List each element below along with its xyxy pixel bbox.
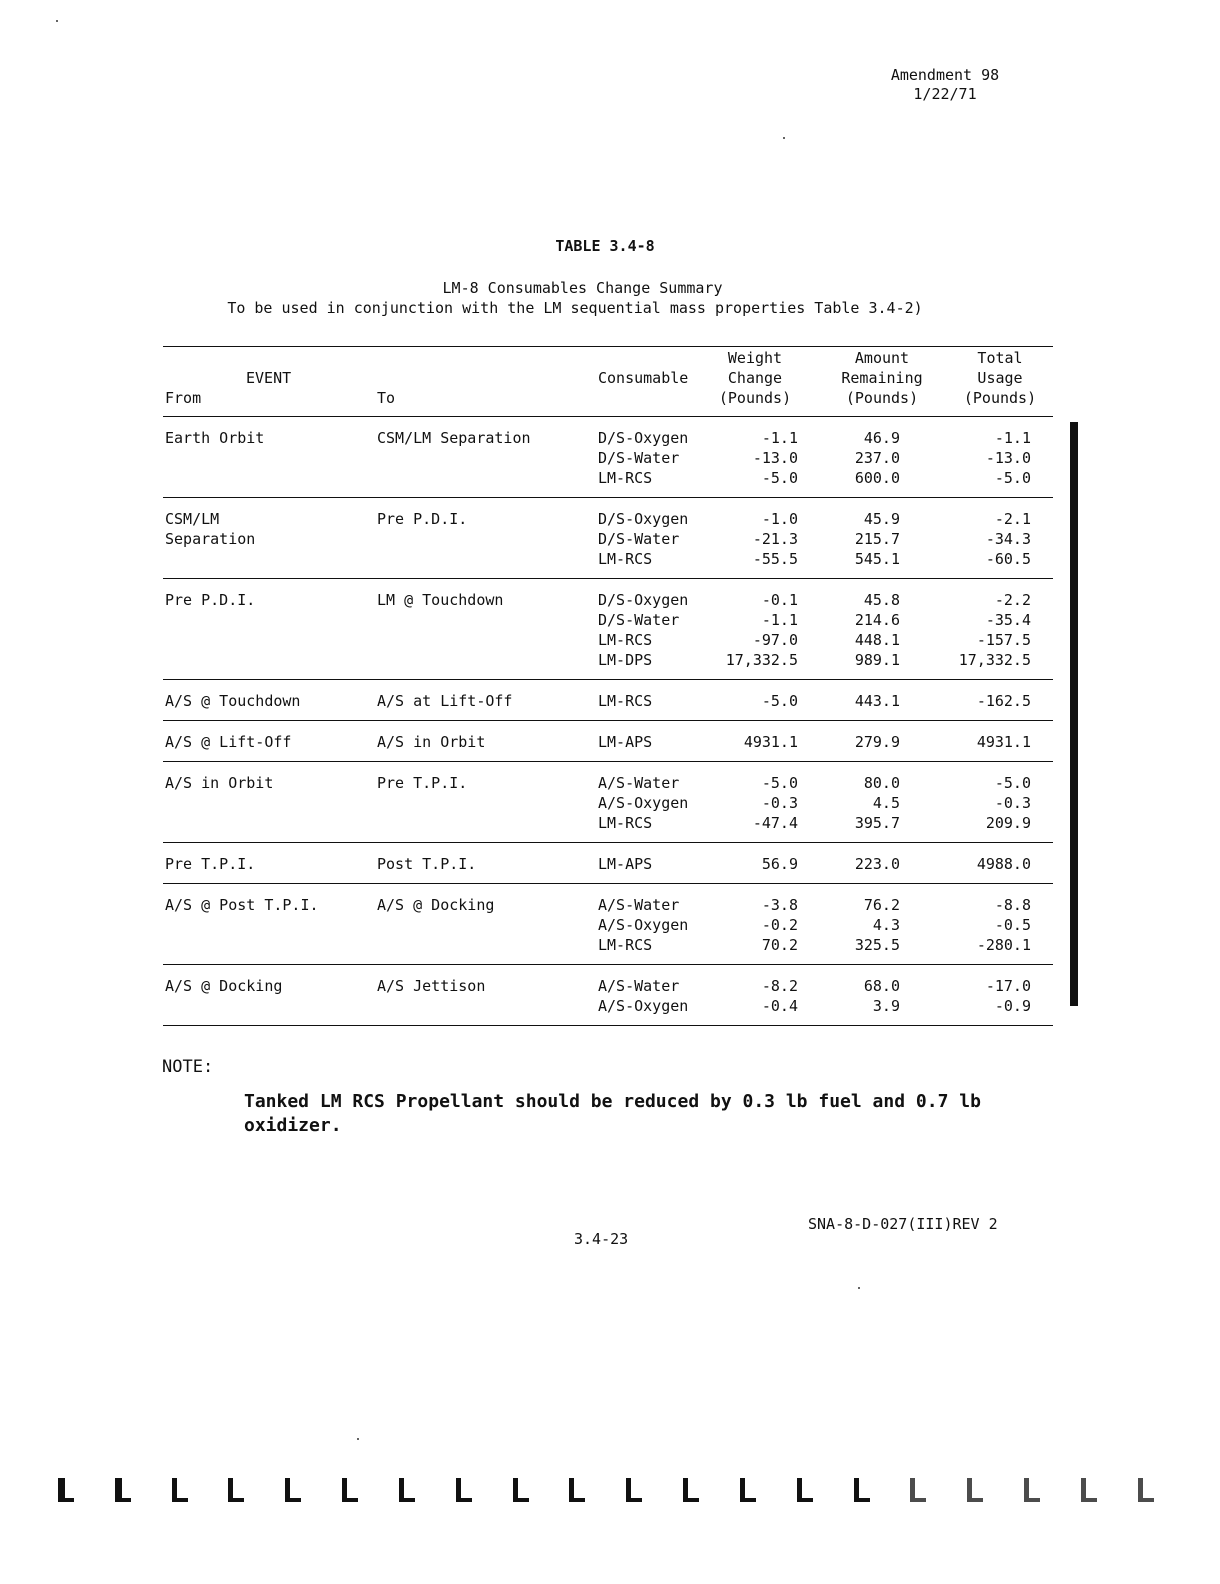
edge-mark — [907, 1478, 927, 1502]
table-top-rule — [163, 346, 1053, 347]
consumable-cell-value: A/S-Water — [598, 977, 680, 995]
amount-remaining-cell-value: 325.5 — [854, 936, 900, 954]
edge-mark — [680, 1478, 700, 1502]
weight-change-cell — [700, 691, 798, 711]
edge-mark — [1021, 1478, 1041, 1502]
consumable-cell — [598, 854, 708, 874]
edge-mark — [396, 1478, 416, 1502]
amount-remaining-cell-value: 4.3 — [872, 916, 900, 934]
consumable-cell — [598, 509, 708, 569]
weight-change-cell-value: -97.0 — [752, 631, 798, 649]
event-to: Pre P.D.I. — [377, 510, 468, 528]
consumable-cell — [598, 732, 708, 752]
total-usage-cell-value: -157.5 — [976, 631, 1031, 649]
consumable-cell-value: D/S-Oxygen — [598, 510, 689, 528]
header-total-line3: (Pounds) — [963, 389, 1037, 407]
total-usage-cell-value: -280.1 — [976, 936, 1031, 954]
consumable-cell — [598, 590, 708, 670]
table-bottom-rule — [163, 1025, 1053, 1026]
weight-change-cell-value: -5.0 — [761, 469, 798, 487]
amendment-date: 1/22/71 — [913, 85, 977, 103]
group-divider — [163, 883, 1053, 884]
edge-mark — [112, 1478, 132, 1502]
consumable-cell-value: LM-RCS — [598, 936, 653, 954]
consumable-cell-value: A/S-Water — [598, 774, 680, 792]
amount-remaining-cell-value: 46.9 — [863, 429, 900, 447]
weight-change-cell — [700, 509, 798, 569]
weight-change-cell-value: -0.3 — [761, 794, 798, 812]
edge-mark — [1135, 1478, 1155, 1502]
edge-mark — [169, 1478, 189, 1502]
total-usage-cell-value: -8.8 — [994, 896, 1031, 914]
total-usage-cell-value: -13.0 — [985, 449, 1031, 467]
event-from: A/S @ Post T.P.I. — [165, 896, 319, 914]
weight-change-cell — [700, 732, 798, 752]
consumable-cell — [598, 773, 708, 833]
scan-speck — [357, 1438, 359, 1440]
consumable-cell-value: LM-RCS — [598, 692, 653, 710]
consumable-cell-value: LM-DPS — [598, 651, 653, 669]
total-usage-cell-value: -5.0 — [994, 469, 1031, 487]
edge-mark — [225, 1478, 245, 1502]
total-usage-cell-value: -35.4 — [985, 611, 1031, 629]
edge-mark — [55, 1478, 75, 1502]
total-usage-cell — [930, 509, 1031, 569]
weight-change-cell — [700, 976, 798, 1016]
total-usage-cell-value: -1.1 — [994, 429, 1031, 447]
weight-change-cell-value: -47.4 — [752, 814, 798, 832]
total-usage-cell — [930, 732, 1031, 752]
total-usage-cell-value: 4931.1 — [976, 733, 1031, 751]
amount-remaining-cell — [820, 732, 900, 752]
event-from: CSM/LM Separation — [165, 510, 256, 548]
total-usage-cell — [930, 895, 1031, 955]
note-heading: NOTE: — [162, 1057, 214, 1077]
total-usage-cell-value: -2.2 — [994, 591, 1031, 609]
weight-change-cell — [700, 773, 798, 833]
event-from: A/S @ Lift-Off — [165, 733, 292, 751]
consumable-cell-value: LM-RCS — [598, 814, 653, 832]
table-subtitle: To be used in conjunction with the LM sequential mass properties Table 3.4-2) — [227, 299, 923, 317]
amount-remaining-cell-value: 279.9 — [854, 733, 900, 751]
event-to: Post T.P.I. — [377, 855, 477, 873]
weight-change-cell-value: -0.1 — [761, 591, 798, 609]
table-caption — [0, 278, 1150, 318]
total-usage-cell-value: -60.5 — [985, 550, 1031, 568]
weight-change-cell — [700, 895, 798, 955]
scan-speck — [783, 137, 785, 139]
amendment-label: Amendment 98 — [890, 66, 1000, 84]
consumable-cell-value: A/S-Water — [598, 896, 680, 914]
consumable-cell-value: D/S-Oxygen — [598, 429, 689, 447]
event-from: A/S @ Docking — [165, 977, 283, 995]
amount-remaining-cell-value: 3.9 — [872, 997, 900, 1015]
amount-remaining-cell-value: 395.7 — [854, 814, 900, 832]
total-usage-cell-value: 209.9 — [985, 814, 1031, 832]
weight-change-cell — [700, 854, 798, 874]
consumable-cell-value: LM-APS — [598, 733, 653, 751]
amount-remaining-cell — [820, 590, 900, 670]
event-from: Pre T.P.I. — [165, 855, 256, 873]
amount-remaining-cell-value: 448.1 — [854, 631, 900, 649]
consumable-cell-value: LM-RCS — [598, 631, 653, 649]
consumable-cell-value: LM-RCS — [598, 550, 653, 568]
document-number: SNA-8-D-027(III)REV 2 — [808, 1215, 998, 1233]
weight-change-cell-value: -5.0 — [761, 774, 798, 792]
amount-remaining-cell-value: 45.8 — [863, 591, 900, 609]
weight-change-cell-value: -8.2 — [761, 977, 798, 995]
total-usage-cell — [930, 691, 1031, 711]
amount-remaining-cell-value: 214.6 — [854, 611, 900, 629]
weight-change-cell-value: -13.0 — [752, 449, 798, 467]
amount-remaining-cell — [820, 895, 900, 955]
header-bottom-rule — [163, 416, 1053, 417]
edge-mark — [1078, 1478, 1098, 1502]
consumable-cell — [598, 691, 708, 711]
header-from: From — [165, 389, 202, 407]
weight-change-cell — [700, 590, 798, 670]
weight-change-cell-value: 70.2 — [761, 936, 798, 954]
amount-remaining-cell — [820, 976, 900, 1016]
scan-speck — [56, 20, 58, 22]
weight-change-cell-value: -3.8 — [761, 896, 798, 914]
total-usage-cell — [930, 976, 1031, 1016]
event-from: A/S in Orbit — [165, 774, 274, 792]
amount-remaining-cell-value: 80.0 — [863, 774, 900, 792]
header-weight-line1: Weight — [727, 349, 783, 367]
edge-mark — [623, 1478, 643, 1502]
event-to: CSM/LM Separation — [377, 429, 531, 447]
scan-speck — [858, 1287, 860, 1289]
header-amount-line1: Amount — [854, 349, 910, 367]
weight-change-cell-value: 56.9 — [761, 855, 798, 873]
amount-remaining-cell-value: 215.7 — [854, 530, 900, 548]
group-divider — [163, 578, 1053, 579]
group-divider — [163, 720, 1053, 721]
weight-change-cell-value: -21.3 — [752, 530, 798, 548]
header-total-usage — [950, 348, 1050, 408]
group-divider — [163, 761, 1053, 762]
header-amount-line3: (Pounds) — [845, 389, 919, 407]
group-divider — [163, 679, 1053, 680]
revision-bar — [1070, 422, 1078, 1006]
total-usage-cell — [930, 590, 1031, 670]
header-weight-line3: (Pounds) — [718, 389, 792, 407]
consumable-cell-value: A/S-Oxygen — [598, 997, 689, 1015]
edge-mark — [794, 1478, 814, 1502]
total-usage-cell — [930, 773, 1031, 833]
consumable-cell-value: LM-APS — [598, 855, 653, 873]
amount-remaining-cell-value: 545.1 — [854, 550, 900, 568]
header-total-line2: Usage — [977, 369, 1023, 387]
weight-change-cell-value: -55.5 — [752, 550, 798, 568]
page-number: 3.4-23 — [574, 1230, 629, 1248]
edge-mark — [453, 1478, 473, 1502]
event-from: Pre P.D.I. — [165, 591, 256, 609]
total-usage-cell-value: 17,332.5 — [958, 651, 1031, 669]
edge-marks — [55, 1478, 1155, 1514]
group-divider — [163, 964, 1053, 965]
edge-mark — [566, 1478, 586, 1502]
amount-remaining-cell-value: 4.5 — [872, 794, 900, 812]
amount-remaining-cell-value: 989.1 — [854, 651, 900, 669]
group-divider — [163, 842, 1053, 843]
amount-remaining-cell-value: 223.0 — [854, 855, 900, 873]
total-usage-cell — [930, 428, 1031, 488]
header-weight-change — [700, 348, 810, 408]
header-consumable: Consumable — [598, 369, 689, 387]
header-event: EVENT — [246, 369, 292, 387]
total-usage-cell-value: 4988.0 — [976, 855, 1031, 873]
consumable-cell-value: LM-RCS — [598, 469, 653, 487]
amount-remaining-cell — [820, 428, 900, 488]
weight-change-cell-value: 4931.1 — [743, 733, 798, 751]
total-usage-cell-value: -162.5 — [976, 692, 1031, 710]
total-usage-cell-value: -5.0 — [994, 774, 1031, 792]
consumable-cell-value: D/S-Water — [598, 530, 680, 548]
total-usage-cell-value: -17.0 — [985, 977, 1031, 995]
table-title: LM-8 Consumables Change Summary — [442, 279, 723, 297]
total-usage-cell-value: -0.3 — [994, 794, 1031, 812]
total-usage-cell-value: -0.5 — [994, 916, 1031, 934]
table-number: TABLE 3.4-8 — [555, 237, 655, 255]
weight-change-cell-value: -1.1 — [761, 611, 798, 629]
amount-remaining-cell — [820, 509, 900, 569]
amount-remaining-cell-value: 76.2 — [863, 896, 900, 914]
consumable-cell-value: D/S-Water — [598, 611, 680, 629]
weight-change-cell-value: -0.4 — [761, 997, 798, 1015]
edge-mark — [737, 1478, 757, 1502]
edge-mark — [851, 1478, 871, 1502]
consumable-cell — [598, 428, 708, 488]
event-to: A/S Jettison — [377, 977, 486, 995]
weight-change-cell-value: -5.0 — [761, 692, 798, 710]
header-amount-line2: Remaining — [841, 369, 923, 387]
total-usage-cell-value: -2.1 — [994, 510, 1031, 528]
amendment-block — [870, 66, 1020, 104]
header-to: To — [377, 389, 396, 407]
amount-remaining-cell — [820, 691, 900, 711]
edge-mark — [339, 1478, 359, 1502]
consumable-cell-value: D/S-Oxygen — [598, 591, 689, 609]
amount-remaining-cell-value: 443.1 — [854, 692, 900, 710]
consumable-cell-value: A/S-Oxygen — [598, 916, 689, 934]
weight-change-cell-value: -0.2 — [761, 916, 798, 934]
table-header — [0, 348, 1220, 414]
event-to: A/S at Lift-Off — [377, 692, 513, 710]
amount-remaining-cell — [820, 854, 900, 874]
total-usage-cell — [930, 854, 1031, 874]
amount-remaining-cell — [820, 773, 900, 833]
total-usage-cell-value: -34.3 — [985, 530, 1031, 548]
edge-mark — [964, 1478, 984, 1502]
note-text: Tanked LM RCS Propellant should be reduced by 0.3 lb fuel and 0.7 lb oxidizer. — [244, 1091, 981, 1136]
consumable-cell — [598, 895, 708, 955]
amount-remaining-cell-value: 45.9 — [863, 510, 900, 528]
amount-remaining-cell-value: 600.0 — [854, 469, 900, 487]
group-divider — [163, 497, 1053, 498]
total-usage-cell-value: -0.9 — [994, 997, 1031, 1015]
consumable-cell-value: A/S-Oxygen — [598, 794, 689, 812]
edge-mark — [510, 1478, 530, 1502]
weight-change-cell-value: -1.0 — [761, 510, 798, 528]
header-amount-remaining — [824, 348, 940, 408]
consumable-cell — [598, 976, 708, 1016]
weight-change-cell-value: -1.1 — [761, 429, 798, 447]
amount-remaining-cell-value: 237.0 — [854, 449, 900, 467]
header-total-line1: Total — [977, 349, 1023, 367]
event-from: A/S @ Touchdown — [165, 692, 301, 710]
amount-remaining-cell-value: 68.0 — [863, 977, 900, 995]
event-to: Pre T.P.I. — [377, 774, 468, 792]
event-to: A/S in Orbit — [377, 733, 486, 751]
consumable-cell-value: D/S-Water — [598, 449, 680, 467]
event-to: LM @ Touchdown — [377, 591, 504, 609]
weight-change-cell — [700, 428, 798, 488]
event-from: Earth Orbit — [165, 429, 265, 447]
weight-change-cell-value: 17,332.5 — [725, 651, 798, 669]
header-weight-line2: Change — [727, 369, 783, 387]
event-to: A/S @ Docking — [377, 896, 495, 914]
edge-mark — [282, 1478, 302, 1502]
